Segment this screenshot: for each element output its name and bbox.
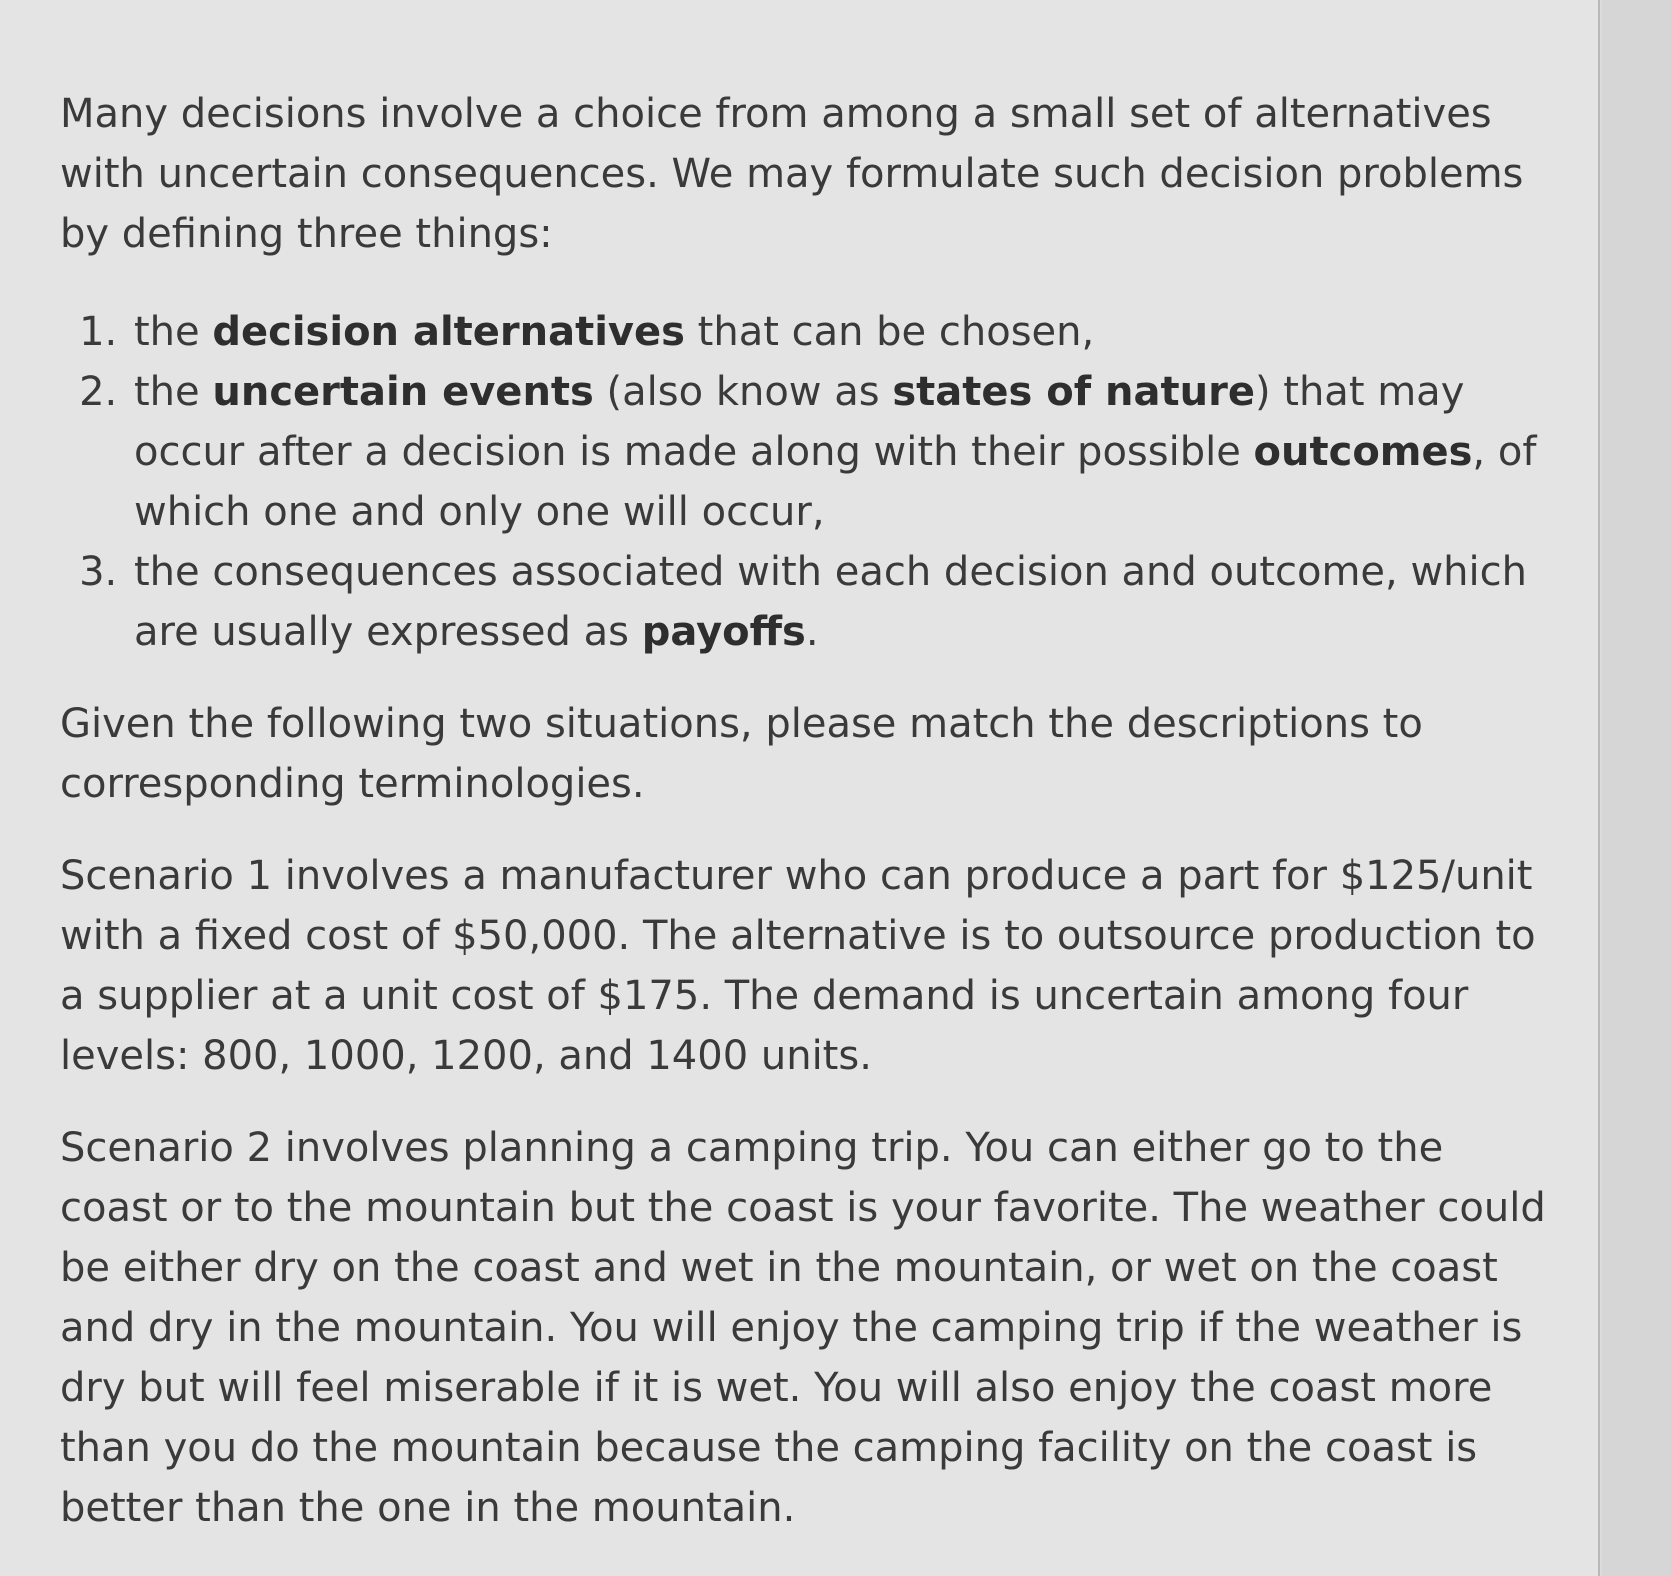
item-text: the consequences associated with each decision and outcome, which are usually expressed as — [134, 549, 1527, 655]
instruction-paragraph: Given the following two situations, please match the descriptions to corresponding terminologies. — [60, 701, 1423, 807]
item-text: (also know as — [593, 369, 893, 415]
item-text: that can be chosen, — [684, 309, 1095, 355]
term-decision-alternatives: decision alternatives — [212, 309, 685, 355]
item-text: , of which one and only one will occur, — [134, 429, 1537, 535]
scenario-2-paragraph: Scenario 2 involves planning a camping trip. You can either go to the coast or to the mountain but the coast is your favorite. The weather could be either dry on the coast and wet in the mountain, or wet on the coast and dry in the mountain. You will enjoy the camping trip if the weather is dry but will feel miserable if it is wet. You will also enjoy the coast more than you do the mountain because the camping facility on the coast is better than the one in the mountain. — [60, 1125, 1546, 1531]
item-text: ) that may occur after a decision is made along with their possible — [134, 369, 1465, 475]
list-item — [130, 542, 1550, 662]
term-states-of-nature: states of nature — [892, 369, 1255, 415]
list-item — [130, 302, 1550, 362]
item-text: the — [134, 369, 213, 415]
list-item — [130, 362, 1550, 542]
definition-list — [60, 302, 1550, 662]
term-uncertain-events: uncertain events — [212, 369, 594, 415]
intro-paragraph: Many decisions involve a choice from among a small set of alternatives with uncertain consequences. We may formulate such decision problems by defining three things: — [60, 91, 1524, 257]
question-content — [60, 84, 1550, 1570]
item-text: . — [805, 609, 819, 655]
page-margin — [1602, 0, 1671, 1576]
item-text: the — [134, 309, 213, 355]
term-outcomes: outcomes — [1253, 429, 1473, 475]
term-payoffs: payoffs — [641, 609, 806, 655]
scenario-1-paragraph: Scenario 1 involves a manufacturer who can produce a part for $125/unit with a fixed cost of $50,000. The alternative is to outsource production to a supplier at a unit cost of $175. The demand is uncertain among four levels: 800, 1000, 1200, and 1400 units. — [60, 853, 1536, 1079]
